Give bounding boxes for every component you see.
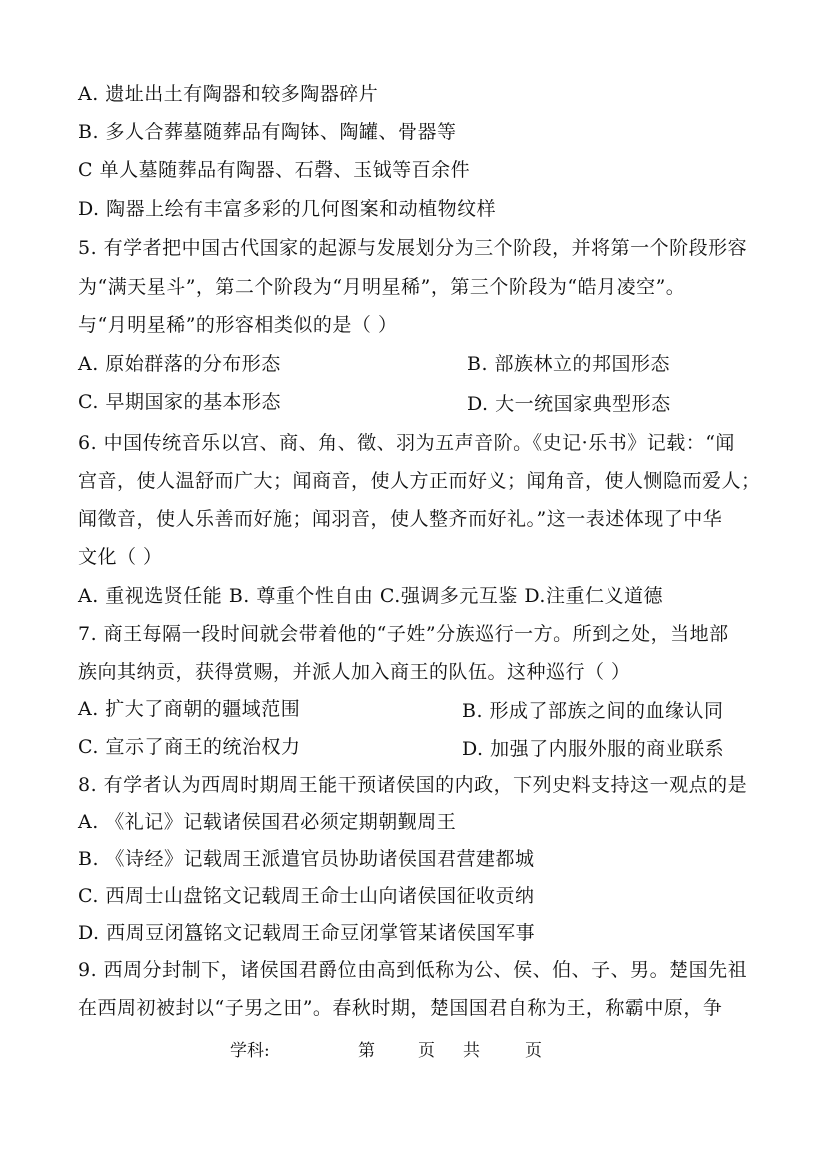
q6-stem-line-3: 闻徵音，使人乐善而好施；闻羽音，使人整齐而好礼。”这一表述体现了中华: [78, 508, 723, 530]
q9-stem-line-2: 在西周初被封以“子男之田”。春秋时期，楚国国君自称为王，称霸中原，争: [78, 997, 723, 1019]
q7-stem-line-2: 族向其纳贡，获得赏赐，并派人加入商王的队伍。这种巡行（ ）: [78, 661, 631, 683]
q8-stem: 8. 有学者认为西周时期周王能干预诸侯国的内政，下列史料支持这一观点的是: [78, 774, 748, 796]
q7-option-c: C. 宣示了商王的统治权力: [78, 736, 301, 758]
q5-stem-line-1: 5. 有学者把中国古代国家的起源与发展划分为三个阶段，并将第一个阶段形容: [78, 237, 748, 259]
q5-stem-line-2: 为“满天星斗”，第二个阶段为“月明星稀”，第三个阶段为“皓月凌空”。: [78, 276, 686, 298]
q6-stem-line-2: 宫音，使人温舒而广大；闻商音，使人方正而好义；闻角音，使人恻隐而爱人；: [78, 470, 761, 492]
q9-stem-line-1: 9. 西周分封制下，诸侯国君爵位由高到低称为公、侯、伯、子、男。楚国先祖: [78, 959, 748, 981]
q4-option-d: D. 陶器上绘有丰富多彩的几何图案和动植物纹样: [78, 198, 497, 220]
footer-total-prefix: 共: [463, 1041, 480, 1061]
footer-subject-label: 学科:: [230, 1041, 270, 1061]
q4-option-a: A. 遗址出土有陶器和较多陶器碎片: [78, 83, 379, 105]
q5-option-c: C. 早期国家的基本形态: [78, 391, 281, 413]
q8-option-d: D. 西周豆闭簋铭文记载周王命豆闭掌管某诸侯国军事: [78, 922, 536, 944]
q6-options: A. 重视选贤任能 B. 尊重个性自由 C.强调多元互鉴 D.注重仁义道德: [78, 585, 663, 607]
footer-total-label: 页: [525, 1041, 542, 1061]
q8-option-b: B. 《诗经》记载周王派遣官员协助诸侯国君营建都城: [78, 848, 535, 870]
q7-stem-line-1: 7. 商王每隔一段时间就会带着他的“子姓”分族巡行一方。所到之处，当地部: [78, 623, 729, 645]
q4-option-c: C 单人墓随葬品有陶器、石磬、玉钺等百余件: [78, 159, 471, 181]
q7-option-d: D. 加强了内服外服的商业联系: [462, 738, 725, 760]
q8-option-a: A. 《礼记》记载诸侯国君必须定期朝觐周王: [78, 811, 457, 833]
q8-option-c: C. 西周士山盘铭文记载周王命士山向诸侯国征收贡纳: [78, 885, 535, 907]
q4-option-b: B. 多人合葬墓随葬品有陶钵、陶罐、骨器等: [78, 121, 457, 143]
q5-option-a: A. 原始群落的分布形态: [78, 353, 281, 375]
footer-page-label: 页: [418, 1041, 435, 1061]
q6-stem-line-4: 文化（ ）: [78, 546, 163, 568]
q5-option-b: B. 部族林立的邦国形态: [467, 353, 671, 375]
q7-option-b: B. 形成了部族之间的血缘认同: [462, 700, 724, 722]
q7-option-a: A. 扩大了商朝的疆域范围: [78, 698, 301, 720]
footer-page-prefix: 第: [358, 1041, 375, 1061]
q5-option-d: D. 大一统国家典型形态: [467, 393, 671, 415]
q5-stem-line-3: 与“月明星稀”的形容相类似的是（ ）: [78, 314, 398, 336]
q6-stem-line-1: 6. 中国传统音乐以宫、商、角、徵、羽为五声音阶。《史记·乐书》记载：“闻: [78, 432, 735, 454]
